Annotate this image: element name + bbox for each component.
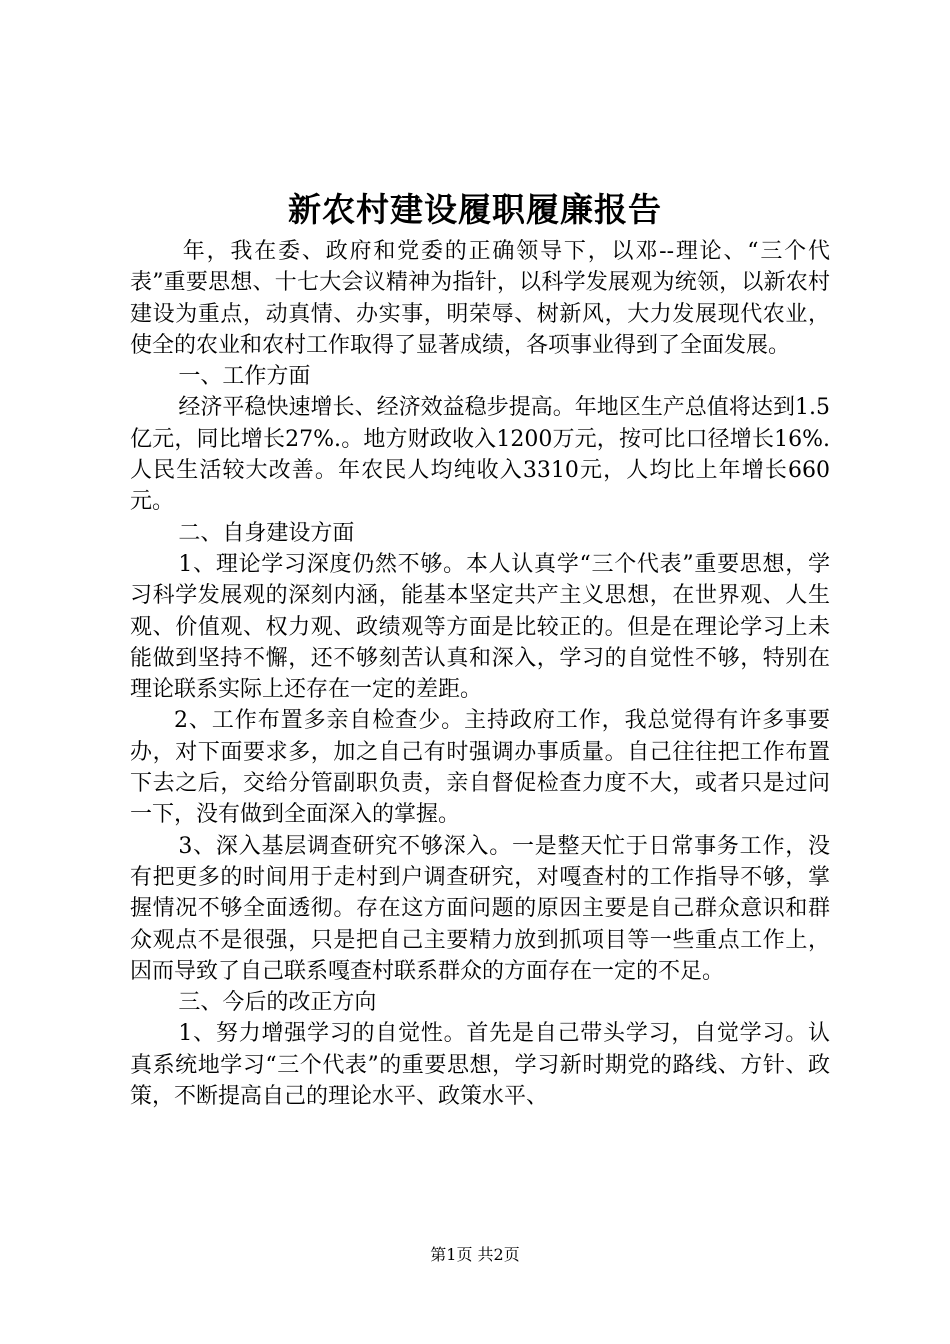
document-title: 新农村建设履职履廉报告 xyxy=(288,190,662,229)
page-number-footer: 第1页 共2页 xyxy=(430,1245,520,1264)
document-body xyxy=(130,236,830,1112)
self-building-item-1: 1、理论学习深度仍然不够。本人认真学“三个代表”重要思想，学习科学发展观的深刻内涵，能基本坚定共产主义思想，在世界观、人生观、价值观、权力观、政绩观等方面是比较正的。但是在理论学习上未能做到坚持不懈，还不够刻苦认真和深入，学习的自觉性不够，特别在理论联系实际上还存在一定的差距。 xyxy=(130,551,830,703)
section-heading-self-building: 二、自身建设方面 xyxy=(178,520,355,546)
section-heading-improvement: 三、今后的改正方向 xyxy=(178,990,377,1016)
section-heading-work: 一、工作方面 xyxy=(178,364,311,390)
intro-paragraph: 年，我在委、政府和党委的正确领导下，以邓--理论、“三个代表”重要思想、十七大会议精神为指针，以科学发展观为统领，以新农村建设为重点，动真情、办实事，明荣辱、树新风，大力发展现代农业，使全的农业和农村工作取得了显著成绩，各项事业得到了全面发展。 xyxy=(130,239,830,358)
improvement-item-1: 1、努力增强学习的自觉性。首先是自己带头学习，自觉学习。认真系统地学习“三个代表”的重要思想，学习新时期党的路线、方针、政策，不断提高自己的理论水平、政策水平、 xyxy=(130,1021,830,1110)
self-building-item-2: 2、工作布置多亲自检查少。主持政府工作，我总觉得有许多事要办，对下面要求多，加之自己有时强调办事质量。自己往往把工作布置下去之后，交给分管副职负责，亲自督促检查力度不大，或者只是过问一下，没有做到全面深入的掌握。 xyxy=(130,708,830,828)
self-building-item-3: 3、深入基层调查研究不够深入。一是整天忙于日常事务工作，没有把更多的时间用于走村到户调查研究，对嘎查村的工作指导不够，掌握情况不够全面透彻。存在这方面问题的原因主要是自己群众意识和群众观点不是很强，只是把自己主要精力放到抓项目等一些重点工作上，因而导致了自己联系嘎查村联系群众的方面存在一定的不足。 xyxy=(130,833,830,984)
work-paragraph: 经济平稳快速增长、经济效益稳步提高。年地区生产总值将达到1.5亿元，同比增长27%.。地方财政收入1200万元，按可比口径增长16%.人民生活较大改善。年农民人均纯收入3310元，人均比上年增长660元。 xyxy=(130,395,830,515)
